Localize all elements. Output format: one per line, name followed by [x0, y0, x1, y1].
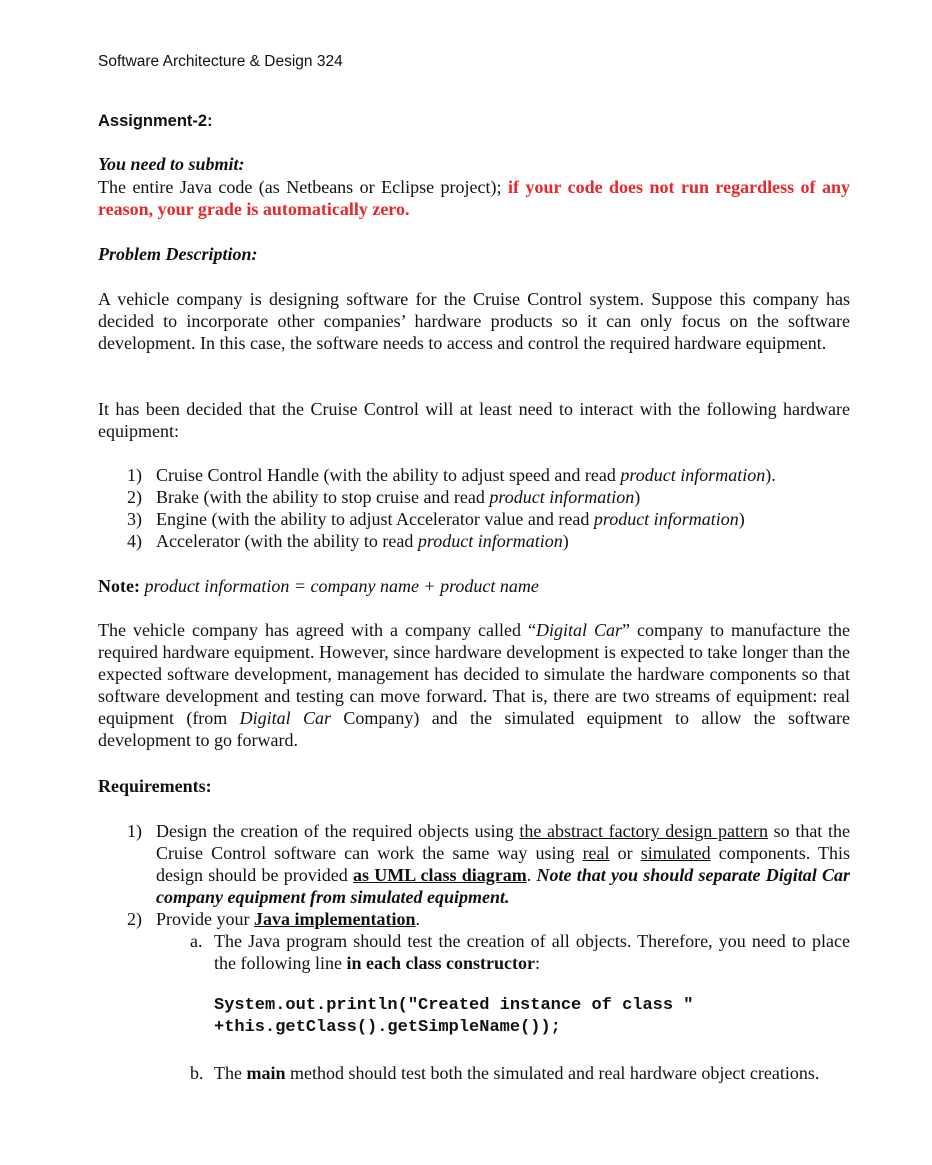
list-item-number: 3): [127, 509, 142, 529]
sub-b-text: The: [214, 1063, 247, 1083]
note-line: [98, 575, 850, 597]
problem-paragraph-1: A vehicle company is designing software for the Cruise Control system. Suppose this company has decided to incorporate other companies’ hardware products so it can only focus on the software development. In this case, the software needs to access and control the required hardware equipment.: [98, 289, 850, 353]
list-item-number: 2): [127, 487, 142, 507]
req1-text: Design the creation of the required objects using: [156, 821, 520, 841]
sub-item-letter: a.: [190, 931, 203, 951]
req1-real: real: [582, 843, 610, 863]
code-line-1: System.out.println("Created instance of class ": [214, 996, 694, 1015]
requirement-number: 2): [127, 909, 142, 929]
list-item: [156, 530, 850, 552]
req1-text: so that the Cruise Control software can work the same way using: [156, 821, 850, 863]
requirement-number: 1): [127, 821, 142, 841]
req1-note: Note that you should separate Digital Car company equipment from simulated equipment.: [156, 865, 850, 907]
requirement-item-1: [156, 820, 850, 908]
sub-item-letter: b.: [190, 1063, 204, 1083]
list-item-text: Cruise Control Handle (with the ability to adjust speed and read: [156, 465, 621, 485]
list-item-italic: product information: [620, 465, 766, 485]
sub-a-bold: in each class constructor: [346, 953, 535, 973]
requirement-item-2: [156, 908, 850, 930]
submit-paragraph: [98, 176, 850, 220]
sub-b-text: method should test both the simulated and real hardware object creations.: [285, 1063, 820, 1083]
submit-text: The entire Java code (as Netbeans or Eclipse project);: [98, 177, 508, 197]
list-item-text: Engine (with the ability to adjust Accelerator value and read: [156, 509, 594, 529]
para3-text-b: ” company to manufacture the required hardware equipment. However, since hardware development is expected to take longer than the expected software development, management has decided to simulate the hardware components so that software development and testing can move forward. That is, there are two streams of equipment: real equipment (from: [98, 620, 850, 728]
req1-pattern: the abstract factory design pattern: [519, 821, 768, 841]
list-item-number: 4): [127, 531, 142, 551]
list-item-tail: ): [634, 487, 641, 507]
list-item-tail: ).: [765, 465, 776, 485]
para3-text-a: The vehicle company has agreed with a company called “: [98, 620, 536, 640]
list-item: [156, 486, 850, 508]
para3-company-2: Digital Car: [239, 708, 332, 728]
para3-company: Digital Car: [535, 620, 623, 640]
req1-uml: as UML class diagram: [352, 865, 527, 885]
list-item-text: Brake (with the ability to stop cruise and read: [156, 487, 490, 507]
list-item: [156, 464, 850, 486]
req2-text: Provide your: [156, 909, 254, 929]
req1-simulated: simulated: [640, 843, 711, 863]
list-item-italic: product information: [489, 487, 635, 507]
list-item: [156, 508, 850, 530]
list-item-italic: product information: [593, 509, 739, 529]
list-item-text: Accelerator (with the ability to read: [156, 531, 418, 551]
sub-a-text: The Java program should test the creation of all objects. Therefore, you need to place the following line: [214, 931, 850, 973]
sub-item-a: [214, 930, 850, 974]
list-item-italic: product information: [417, 531, 563, 551]
para3-text-c: Company) and the simulated equipment to allow the software development to go forward.: [98, 708, 850, 750]
problem-heading: Problem Description:: [98, 244, 258, 264]
sub-item-b: [214, 1062, 850, 1084]
note-text: product information = company name + product name: [139, 576, 539, 596]
note-label: Note:: [98, 576, 140, 596]
assignment-title: Assignment-2:: [98, 112, 213, 130]
req2-java: Java implementation: [254, 909, 416, 929]
sub-a-text: :: [534, 953, 540, 973]
req2-text: .: [415, 909, 420, 929]
submit-warning: if your code does not run regardless of any reason, your grade is automatically zero.: [98, 177, 851, 219]
list-item-tail: ): [562, 531, 569, 551]
code-line-2: +this.getClass().getSimpleName());: [214, 1018, 561, 1037]
problem-paragraph-3: [98, 619, 850, 751]
req1-text: or: [609, 843, 641, 863]
problem-paragraph-2: It has been decided that the Cruise Control will at least need to interact with the following hardware equipment:: [98, 399, 850, 441]
req1-text: components. This design should be provided: [156, 843, 850, 885]
list-item-number: 1): [127, 465, 142, 485]
sub-b-main: main: [246, 1063, 286, 1083]
submit-heading: You need to submit:: [98, 154, 245, 174]
requirements-heading: Requirements:: [98, 776, 212, 796]
course-header: Software Architecture & Design 324: [98, 53, 343, 70]
req1-text: .: [526, 865, 537, 885]
list-item-tail: ): [738, 509, 745, 529]
